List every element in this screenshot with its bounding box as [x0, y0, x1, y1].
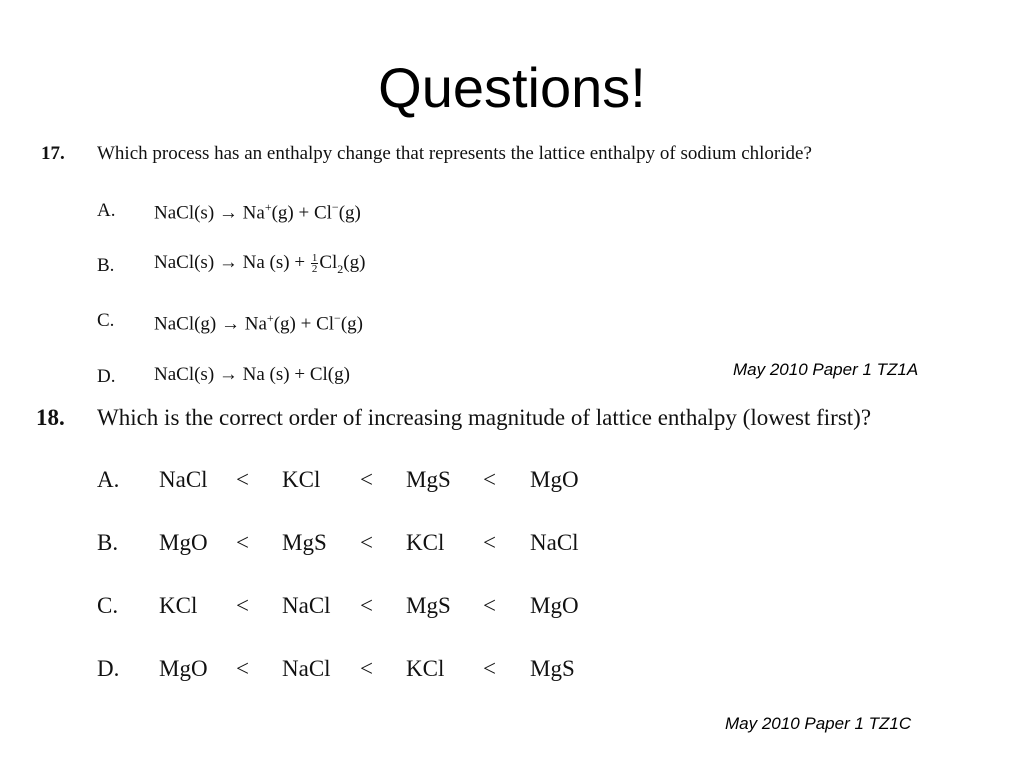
less-than-sign: < [236, 467, 249, 492]
option-equation: NaCl(s) → Na (s) + Cl(g) [154, 364, 350, 385]
option-letter: A. [97, 467, 120, 492]
option-equation [154, 200, 361, 224]
compound: NaCl [282, 656, 331, 681]
option-equation [154, 252, 365, 277]
slide-title: Questions! [378, 56, 646, 119]
compound: MgO [159, 656, 208, 681]
equation-part: NaCl(s) → Na (s) + [154, 252, 310, 273]
charge: − [334, 311, 341, 325]
option-letter: C. [97, 310, 115, 331]
compound: MgO [530, 467, 579, 492]
charge: + [266, 311, 274, 325]
compound: MgO [530, 593, 579, 618]
equation-part: NaCl(s) → Na [154, 202, 265, 224]
equation-part: NaCl(g) → Na [154, 313, 267, 335]
less-than-sign: < [360, 656, 373, 681]
question-number: 18. [36, 405, 65, 430]
less-than-sign: < [360, 593, 373, 618]
less-than-sign: < [483, 593, 496, 618]
charge: + [264, 200, 272, 214]
compound: KCl [159, 593, 198, 618]
compound: MgS [406, 593, 451, 618]
source-citation: May 2010 Paper 1 TZ1A [733, 360, 919, 379]
compound: MgS [406, 467, 451, 492]
equation-part: (g) + Cl [273, 313, 335, 335]
subscript: 2 [337, 261, 344, 276]
less-than-sign: < [360, 530, 373, 555]
option-letter: D. [97, 366, 116, 387]
compound: NaCl [159, 467, 208, 492]
less-than-sign: < [483, 656, 496, 681]
less-than-sign: < [483, 530, 496, 555]
less-than-sign: < [236, 530, 249, 555]
option-letter: B. [97, 530, 119, 555]
equation-part: (g) + Cl [271, 202, 332, 224]
compound: MgO [159, 530, 208, 555]
compound: MgS [530, 656, 575, 681]
option-letter: B. [97, 255, 115, 276]
less-than-sign: < [483, 467, 496, 492]
equation-part: (g) [340, 313, 363, 335]
option-letter: C. [97, 593, 119, 618]
source-citation: May 2010 Paper 1 TZ1C [725, 714, 912, 733]
option-equation [154, 311, 363, 335]
compound: MgS [282, 530, 327, 555]
charge: − [331, 200, 339, 214]
compound: NaCl [282, 593, 331, 618]
compound: KCl [406, 530, 445, 555]
option-letter: A. [97, 200, 116, 221]
question-text: Which is the correct order of increasing magnitude of lattice enthalpy (lowest first)? [97, 405, 872, 430]
equation-part: (g) [343, 252, 366, 273]
fraction-denominator: 2 [311, 263, 318, 276]
compound: KCl [282, 467, 321, 492]
less-than-sign: < [236, 656, 249, 681]
option-letter: D. [97, 656, 120, 681]
fraction-numerator: 1 [311, 252, 318, 265]
equation-part: Cl [319, 252, 338, 273]
question-text: Which process has an enthalpy change that represents the lattice enthalpy of sodium chloride? [97, 143, 812, 164]
less-than-sign: < [360, 467, 373, 492]
fraction [311, 253, 319, 274]
compound: KCl [406, 656, 445, 681]
question-number: 17. [41, 143, 65, 164]
compound: NaCl [530, 530, 579, 555]
equation-part: (g) [338, 202, 361, 224]
less-than-sign: < [236, 593, 249, 618]
